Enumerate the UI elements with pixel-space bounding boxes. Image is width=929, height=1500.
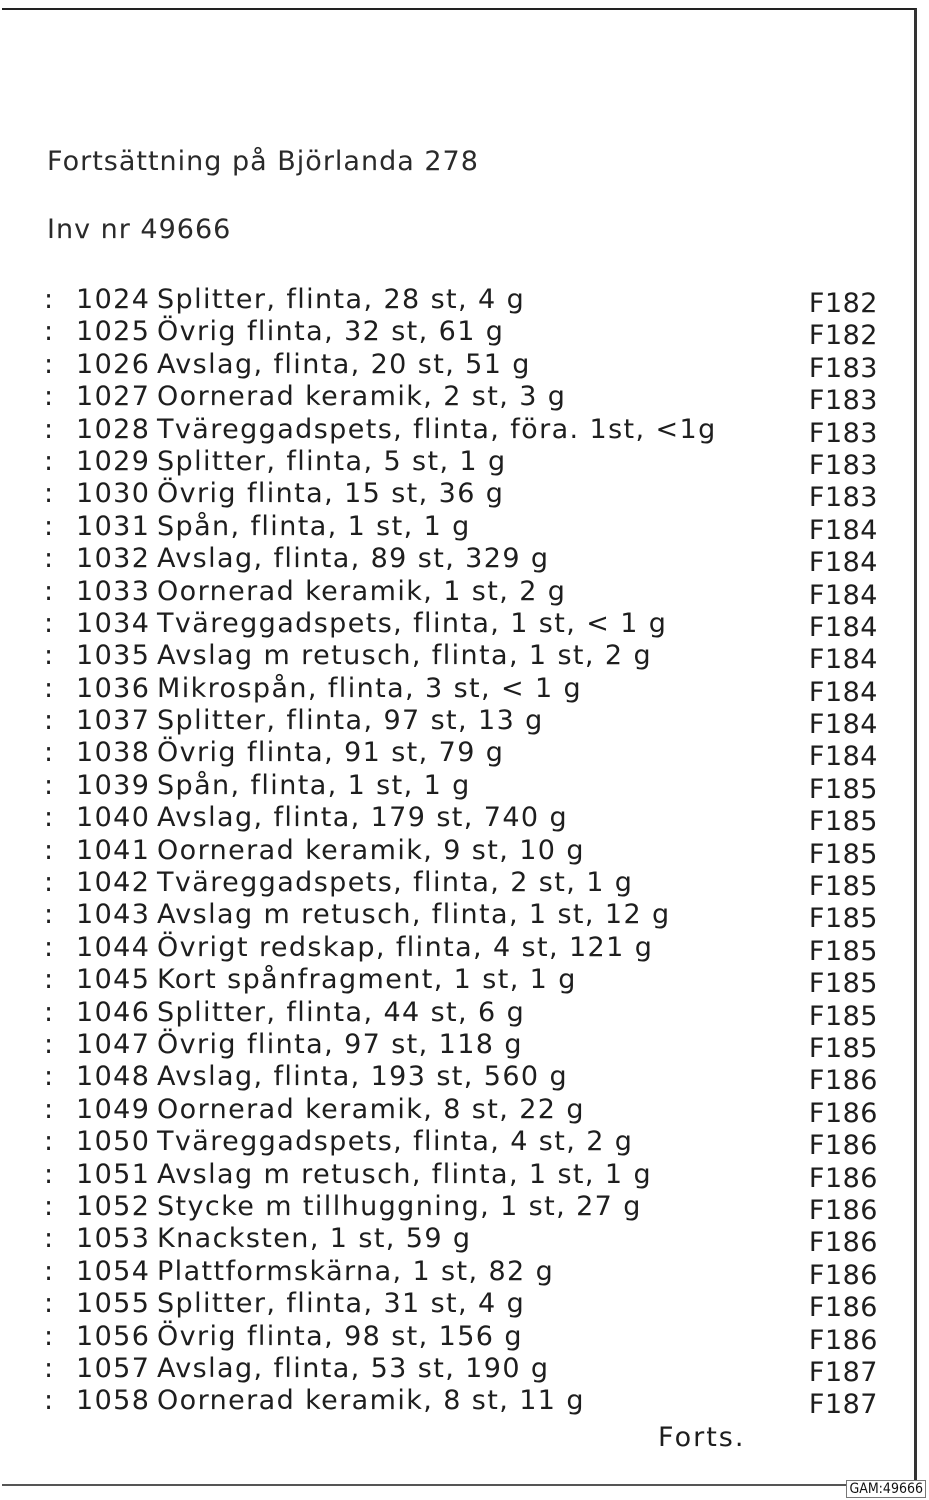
entry-number: 1043 — [76, 899, 151, 931]
separator: : — [44, 802, 55, 834]
entry-description: Avslag, flinta, 89 st, 329 g — [157, 543, 550, 575]
list-item — [44, 381, 884, 417]
separator: : — [44, 672, 55, 704]
separator: : — [44, 640, 55, 672]
entry-description: Tväreggadspets, flinta, 2 st, 1 g — [157, 867, 634, 899]
entry-description: Avslag m retusch, flinta, 1 st, 1 g — [157, 1158, 652, 1190]
entry-number: 1050 — [76, 1126, 151, 1158]
entry-number: 1038 — [76, 737, 151, 769]
entry-number: 1057 — [76, 1352, 151, 1384]
separator: : — [44, 607, 55, 639]
find-code: F186 — [808, 1065, 878, 1097]
entry-description: Tväreggadspets, flinta, föra. 1st, <1g — [157, 413, 717, 445]
entry-number: 1052 — [76, 1190, 151, 1222]
entry-number: 1037 — [76, 705, 151, 737]
list-item — [44, 867, 884, 903]
list-item — [44, 510, 884, 546]
entry-number: 1053 — [76, 1223, 151, 1255]
entry-number: 1031 — [76, 510, 151, 542]
list-item — [44, 705, 884, 741]
find-code: F185 — [808, 968, 878, 1000]
entry-description: Splitter, flinta, 28 st, 4 g — [157, 284, 526, 315]
find-code: F187 — [808, 1356, 878, 1388]
entry-description: Splitter, flinta, 31 st, 4 g — [157, 1288, 526, 1320]
list-item — [44, 1158, 884, 1194]
separator: : — [44, 543, 55, 575]
entry-description: Avslag, flinta, 20 st, 51 g — [157, 348, 531, 380]
entry-description: Övrig flinta, 98 st, 156 g — [157, 1320, 523, 1352]
entry-description: Plattformskärna, 1 st, 82 g — [157, 1255, 555, 1287]
find-code: F184 — [808, 611, 878, 643]
list-item — [44, 1126, 884, 1162]
separator: : — [44, 1320, 55, 1352]
separator: : — [44, 996, 55, 1028]
entry-description: Splitter, flinta, 97 st, 13 g — [157, 705, 544, 737]
find-code: F184 — [808, 547, 878, 579]
separator: : — [44, 510, 55, 542]
list-item — [44, 1352, 884, 1388]
list-item — [44, 1255, 884, 1291]
entry-number: 1047 — [76, 1028, 151, 1060]
list-item — [44, 1028, 884, 1064]
separator: : — [44, 381, 55, 413]
archive-stamp: GAM:49666 — [846, 1480, 926, 1498]
entry-description: Spån, flinta, 1 st, 1 g — [157, 769, 471, 801]
entry-number: 1025 — [76, 316, 151, 348]
entry-number: 1049 — [76, 1093, 151, 1125]
entry-description: Oornerad keramik, 9 st, 10 g — [157, 834, 585, 866]
list-item — [44, 834, 884, 870]
find-code: F186 — [808, 1292, 878, 1324]
entry-description: Avslag m retusch, flinta, 1 st, 2 g — [157, 640, 652, 672]
find-code: F183 — [808, 385, 878, 417]
separator: : — [44, 1352, 55, 1384]
entry-description: Avslag, flinta, 193 st, 560 g — [157, 1061, 568, 1093]
entry-description: Tväreggadspets, flinta, 4 st, 2 g — [157, 1126, 634, 1158]
find-code: F185 — [808, 838, 878, 870]
entry-description: Övrig flinta, 97 st, 118 g — [157, 1028, 523, 1060]
list-item — [44, 640, 884, 676]
entry-number: 1051 — [76, 1158, 151, 1190]
entry-description: Övrig flinta, 91 st, 79 g — [157, 737, 505, 769]
find-code: F185 — [808, 1032, 878, 1064]
inventory-number: Inv nr 49666 — [47, 214, 232, 245]
list-item — [44, 284, 884, 319]
separator: : — [44, 445, 55, 477]
list-item — [44, 802, 884, 838]
entry-number: 1040 — [76, 802, 151, 834]
list-item — [44, 348, 884, 384]
entry-description: Tväreggadspets, flinta, 1 st, < 1 g — [157, 607, 668, 639]
list-item — [44, 413, 884, 449]
separator: : — [44, 348, 55, 380]
entry-number: 1029 — [76, 445, 151, 477]
entry-description: Övrig flinta, 15 st, 36 g — [157, 478, 505, 510]
list-item — [44, 1385, 884, 1421]
find-code: F186 — [808, 1162, 878, 1194]
list-item — [44, 931, 884, 967]
entry-number: 1026 — [76, 348, 151, 380]
separator: : — [44, 478, 55, 510]
find-code: F186 — [808, 1324, 878, 1356]
find-code: F184 — [808, 579, 878, 611]
find-code: F184 — [808, 514, 878, 546]
list-item — [44, 672, 884, 708]
list-item — [44, 607, 884, 643]
entry-description: Splitter, flinta, 44 st, 6 g — [157, 996, 526, 1028]
entry-description: Kort spånfragment, 1 st, 1 g — [157, 964, 577, 996]
find-code: F185 — [808, 773, 878, 805]
separator: : — [44, 1093, 55, 1125]
separator: : — [44, 1255, 55, 1287]
entry-description: Splitter, flinta, 5 st, 1 g — [157, 445, 507, 477]
entry-number: 1024 — [76, 284, 151, 315]
entry-number: 1039 — [76, 769, 151, 801]
entry-number: 1046 — [76, 996, 151, 1028]
separator: : — [44, 1126, 55, 1158]
list-item — [44, 575, 884, 611]
list-item — [44, 1093, 884, 1129]
entry-description: Oornerad keramik, 1 st, 2 g — [157, 575, 567, 607]
find-code: F184 — [808, 741, 878, 773]
separator: : — [44, 316, 55, 348]
separator: : — [44, 413, 55, 445]
find-code: F185 — [808, 806, 878, 838]
entry-number: 1036 — [76, 672, 151, 704]
find-code: F184 — [808, 709, 878, 741]
entry-number: 1058 — [76, 1385, 151, 1417]
entry-number: 1034 — [76, 607, 151, 639]
find-code: F182 — [808, 320, 878, 352]
list-item — [44, 996, 884, 1032]
separator: : — [44, 1223, 55, 1255]
separator: : — [44, 1158, 55, 1190]
find-code: F186 — [808, 1130, 878, 1162]
entry-number: 1035 — [76, 640, 151, 672]
find-code: F186 — [808, 1259, 878, 1291]
list-item — [44, 1190, 884, 1226]
separator: : — [44, 737, 55, 769]
entry-number: 1054 — [76, 1255, 151, 1287]
list-item — [44, 1320, 884, 1356]
entry-description: Övrig flinta, 32 st, 61 g — [157, 316, 505, 348]
separator: : — [44, 867, 55, 899]
entry-description: Oornerad keramik, 2 st, 3 g — [157, 381, 567, 413]
entry-description: Spån, flinta, 1 st, 1 g — [157, 510, 471, 542]
list-item — [44, 1061, 884, 1097]
find-code: F185 — [808, 1000, 878, 1032]
find-code: F186 — [808, 1227, 878, 1259]
find-code: F185 — [808, 935, 878, 967]
find-code: F186 — [808, 1194, 878, 1226]
list-item — [44, 478, 884, 514]
entry-description: Övrigt redskap, flinta, 4 st, 121 g — [157, 931, 654, 963]
entry-number: 1045 — [76, 964, 151, 996]
find-code: F182 — [808, 288, 878, 319]
continuation-note: Forts. — [658, 1422, 746, 1453]
find-code: F184 — [808, 644, 878, 676]
find-code: F183 — [808, 417, 878, 449]
separator: : — [44, 834, 55, 866]
find-code: F187 — [808, 1389, 878, 1421]
list-item — [44, 1288, 884, 1324]
entry-number: 1033 — [76, 575, 151, 607]
entry-number: 1048 — [76, 1061, 151, 1093]
find-code: F185 — [808, 871, 878, 903]
separator: : — [44, 769, 55, 801]
entry-number: 1028 — [76, 413, 151, 445]
list-item — [44, 899, 884, 935]
find-code: F183 — [808, 352, 878, 384]
entry-description: Oornerad keramik, 8 st, 11 g — [157, 1385, 585, 1417]
entry-number: 1056 — [76, 1320, 151, 1352]
find-code: F186 — [808, 1097, 878, 1129]
entry-number: 1044 — [76, 931, 151, 963]
entry-description: Avslag, flinta, 179 st, 740 g — [157, 802, 568, 834]
entry-number: 1055 — [76, 1288, 151, 1320]
separator: : — [44, 1061, 55, 1093]
entry-number: 1042 — [76, 867, 151, 899]
entry-number: 1027 — [76, 381, 151, 413]
entry-description: Knacksten, 1 st, 59 g — [157, 1223, 472, 1255]
find-code: F185 — [808, 903, 878, 935]
list-item — [44, 445, 884, 481]
entry-number: 1041 — [76, 834, 151, 866]
entry-description: Oornerad keramik, 8 st, 22 g — [157, 1093, 585, 1125]
find-code: F183 — [808, 482, 878, 514]
find-code: F183 — [808, 449, 878, 481]
separator: : — [44, 1028, 55, 1060]
entry-list — [44, 284, 884, 1421]
page-title: Fortsättning på Björlanda 278 — [47, 146, 479, 177]
separator: : — [44, 964, 55, 996]
separator: : — [44, 705, 55, 737]
find-code: F184 — [808, 676, 878, 708]
list-item — [44, 737, 884, 773]
separator: : — [44, 575, 55, 607]
entry-number: 1030 — [76, 478, 151, 510]
list-item — [44, 543, 884, 579]
entry-description: Avslag m retusch, flinta, 1 st, 12 g — [157, 899, 671, 931]
entry-description: Avslag, flinta, 53 st, 190 g — [157, 1352, 550, 1384]
entry-number: 1032 — [76, 543, 151, 575]
separator: : — [44, 284, 55, 315]
list-item — [44, 964, 884, 1000]
separator: : — [44, 931, 55, 963]
separator: : — [44, 1190, 55, 1222]
separator: : — [44, 1385, 55, 1417]
list-item — [44, 769, 884, 805]
separator: : — [44, 899, 55, 931]
list-item — [44, 316, 884, 352]
separator: : — [44, 1288, 55, 1320]
entry-description: Stycke m tillhuggning, 1 st, 27 g — [157, 1190, 642, 1222]
list-item — [44, 1223, 884, 1259]
entry-description: Mikrospån, flinta, 3 st, < 1 g — [157, 672, 583, 704]
